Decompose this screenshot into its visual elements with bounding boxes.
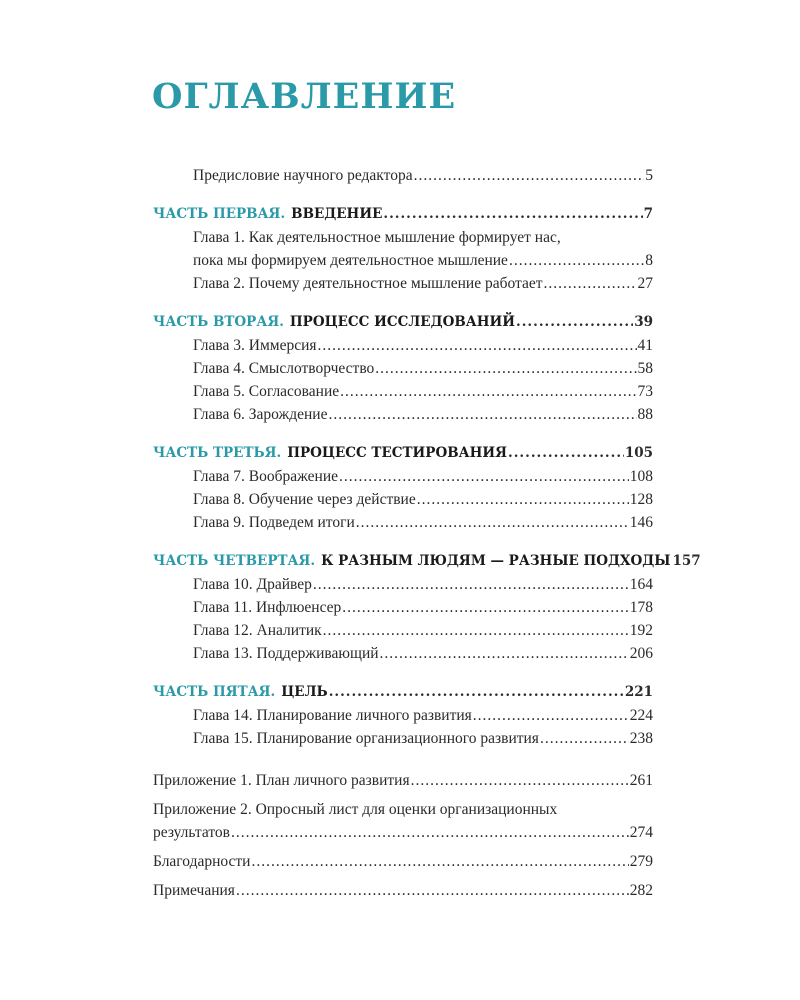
dot-leader <box>236 879 629 902</box>
part-label: ЧАСТЬ ПЕРВАЯ. <box>153 206 286 222</box>
chapter-label: Глава 12. Аналитик <box>193 622 322 639</box>
page-number: 274 <box>629 824 653 841</box>
page-number: 157 <box>672 553 701 569</box>
dot-leader <box>540 727 629 750</box>
toc-entry-acknowledgements[interactable] <box>153 850 653 873</box>
chapter-label: Глава 4. Смыслотворчество <box>193 360 375 377</box>
toc-chapter[interactable] <box>153 380 653 403</box>
toc-chapter[interactable] <box>153 511 653 534</box>
chapter-label: Глава 2. Почему деятельностное мышление работает <box>193 275 543 292</box>
part-label: ЧАСТЬ ЧЕТВЕРТАЯ. <box>153 553 316 569</box>
toc-entry-preface[interactable] <box>153 164 653 187</box>
chapter-label: Глава 5. Согласование <box>193 383 340 400</box>
page-number: 279 <box>629 853 653 870</box>
toc-chapter[interactable] <box>153 403 653 426</box>
chapter-label: Глава 13. Поддерживающий <box>193 645 379 662</box>
chapter-label: Глава 11. Инфлюенсер <box>193 599 342 616</box>
page-number: 192 <box>629 622 653 639</box>
dot-leader <box>342 596 628 619</box>
page-number: 224 <box>629 707 653 724</box>
part-label: ЧАСТЬ ПЯТАЯ. <box>153 684 276 700</box>
toc-chapter[interactable] <box>153 727 653 750</box>
dot-leader <box>383 203 642 226</box>
toc-entry-appendix-1[interactable] <box>153 769 653 792</box>
toc-chapter[interactable] <box>153 642 653 665</box>
dot-leader <box>356 511 629 534</box>
toc-chapter[interactable] <box>153 272 653 295</box>
page-number: 58 <box>637 360 653 377</box>
dot-leader <box>414 164 645 187</box>
entry-label: Благодарности <box>153 853 251 870</box>
toc-entry-appendix-2[interactable] <box>153 821 653 844</box>
dot-leader <box>339 465 629 488</box>
dot-leader <box>516 311 633 334</box>
toc-chapter[interactable] <box>153 249 653 272</box>
page-number: 105 <box>624 445 653 461</box>
page-number: 5 <box>645 167 653 184</box>
toc-entry-notes[interactable] <box>153 879 653 902</box>
page-number: 88 <box>637 406 653 423</box>
page-number: 238 <box>629 730 653 747</box>
chapter-label: Глава 9. Подведем итоги <box>193 514 355 531</box>
toc-part-heading[interactable] <box>153 311 653 334</box>
page-number: 41 <box>637 337 653 354</box>
dot-leader <box>323 619 629 642</box>
toc-chapter[interactable] <box>153 488 653 511</box>
toc-part-heading[interactable] <box>153 203 653 226</box>
dot-leader <box>380 642 629 665</box>
dot-leader <box>544 272 637 295</box>
dot-leader <box>411 769 629 792</box>
toc-entry-appendix-2-line1[interactable] <box>153 798 653 821</box>
toc-chapter[interactable] <box>153 357 653 380</box>
page-number: 128 <box>629 491 653 508</box>
part-name: ПРОЦЕСС ИССЛЕДОВАНИЙ <box>289 314 516 330</box>
page-number: 73 <box>637 383 653 400</box>
dot-leader <box>318 334 637 357</box>
chapter-label: Глава 7. Воображение <box>193 468 338 485</box>
dot-leader <box>375 357 636 380</box>
dot-leader <box>313 573 629 596</box>
entry-label: Примечания <box>153 882 235 899</box>
chapter-label: Глава 10. Драйвер <box>193 576 312 593</box>
toc-part-heading[interactable] <box>153 681 653 704</box>
toc-part-heading[interactable] <box>153 442 653 465</box>
page-number: 221 <box>624 684 653 700</box>
page-number: 282 <box>629 882 653 899</box>
part-label: ЧАСТЬ ВТОРАЯ. <box>153 314 284 330</box>
dot-leader <box>328 403 636 426</box>
entry-label: результатов <box>153 824 230 841</box>
page-number: 39 <box>634 314 653 330</box>
toc-chapter[interactable] <box>153 465 653 488</box>
page-number: 178 <box>629 599 653 616</box>
dot-leader <box>340 380 636 403</box>
chapter-label: пока мы формируем деятельностное мышление <box>193 252 508 269</box>
part-name: ПРОЦЕСС ТЕСТИРОВАНИЯ <box>287 445 508 461</box>
table-of-contents <box>153 164 701 902</box>
dot-leader <box>251 850 628 873</box>
dot-leader <box>509 249 644 272</box>
entry-label: Приложение 2. Опросный лист для оценки организационных <box>153 801 558 818</box>
page-number: 164 <box>629 576 653 593</box>
chapter-label: Глава 8. Обучение через действие <box>193 491 416 508</box>
chapter-label: Глава 14. Планирование личного развития <box>193 707 472 724</box>
page-number: 146 <box>629 514 653 531</box>
part-label: ЧАСТЬ ТРЕТЬЯ. <box>153 445 282 461</box>
toc-chapter[interactable] <box>153 334 653 357</box>
chapter-label: Глава 6. Зарождение <box>193 406 328 423</box>
entry-label: Приложение 1. План личного развития <box>153 772 410 789</box>
chapter-label: Глава 1. Как деятельностное мышление формирует нас, <box>193 229 561 246</box>
page-number: 27 <box>637 275 653 292</box>
dot-leader <box>473 704 629 727</box>
toc-chapter-line1[interactable] <box>153 226 653 249</box>
page-number: 206 <box>629 645 653 662</box>
toc-chapter[interactable] <box>153 704 653 727</box>
toc-chapter[interactable] <box>153 619 653 642</box>
page-title: ОГЛАВЛЕНИЕ <box>152 76 457 117</box>
dot-leader <box>417 488 629 511</box>
page-number: 261 <box>629 772 653 789</box>
page-number: 8 <box>645 252 653 269</box>
toc-chapter[interactable] <box>153 573 653 596</box>
part-name: ВВЕДЕНИЕ <box>291 206 383 222</box>
dot-leader <box>231 821 629 844</box>
part-name: ЦЕЛЬ <box>281 684 328 700</box>
chapter-label: Глава 3. Иммерсия <box>193 337 317 354</box>
chapter-label: Глава 15. Планирование организационного развития <box>193 730 539 747</box>
part-name: К РАЗНЫМ ЛЮДЯМ — РАЗНЫЕ ПОДХОДЫ <box>321 553 671 569</box>
toc-part-heading[interactable] <box>153 550 701 573</box>
page-number: 7 <box>643 206 653 222</box>
page-number: 108 <box>629 468 653 485</box>
dot-leader <box>508 442 624 465</box>
entry-label: Предисловие научного редактора <box>193 167 413 184</box>
toc-chapter[interactable] <box>153 596 653 619</box>
dot-leader <box>329 681 624 704</box>
